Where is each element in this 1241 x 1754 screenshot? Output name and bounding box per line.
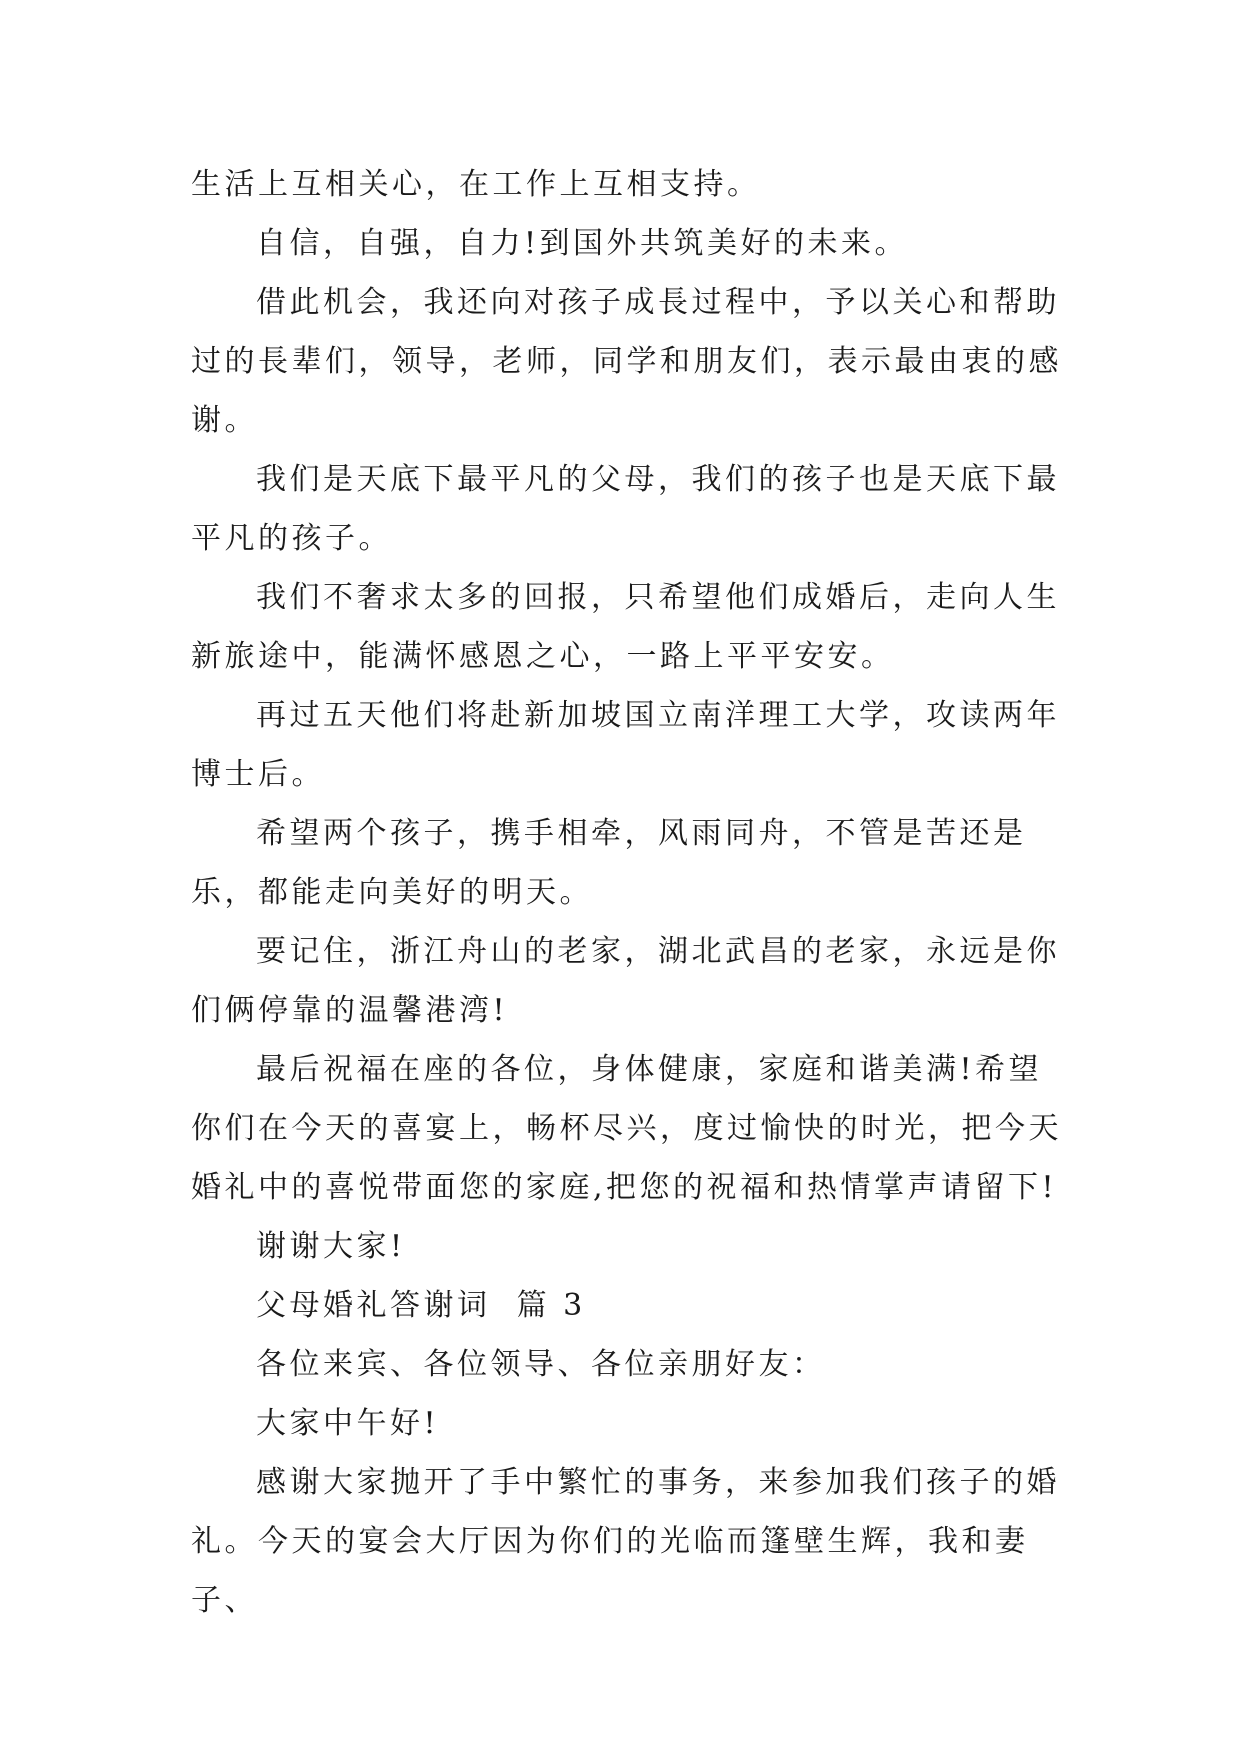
paragraph-3: 借此机会，我还向对孩子成長过程中，予以关心和帮助过的長辈们，领导，老师，同学和朋友们，表示最由衷的感谢。: [191, 285, 1062, 438]
paragraph-1: 生活上互相关心，在工作上互相支持。: [191, 167, 761, 202]
paragraph-6: 再过五天他们将赴新加坡国立南洋理工大学，攻读两年博士后。: [191, 698, 1060, 792]
paragraph-14: 感谢大家抛开了手中繁忙的事务，来参加我们孩子的婚礼。今天的宴会大厅因为你们的光临而篷壁生辉，我和妻子、: [191, 1465, 1060, 1618]
section-heading: 父母婚礼答谢词 篇 3: [256, 1288, 586, 1323]
paragraph-4: 我们是天底下最平凡的父母，我们的孩子也是天底下最平凡的孩子。: [191, 462, 1060, 556]
paragraph-8: 要记住，浙江舟山的老家，湖北武昌的老家，永远是你们俩停靠的温馨港湾!: [191, 934, 1060, 1028]
paragraph-12: 各位来宾、各位领导、各位亲朋好友：: [256, 1347, 826, 1382]
paragraph-10: 谢谢大家!: [256, 1229, 406, 1264]
paragraph-5: 我们不奢求太多的回报，只希望他们成婚后，走向人生新旅途中，能满怀感恩之心，一路上平平安安。: [191, 580, 1060, 674]
paragraph-13: 大家中午好!: [256, 1406, 440, 1441]
paragraph-9: 最后祝福在座的各位，身体健康，家庭和谐美满!希望你们在今天的喜宴上，畅杯尽兴，度过愉快的时光，把今天婚礼中的喜悦带面您的家庭,把您的祝福和热情掌声请留下!: [191, 1052, 1062, 1205]
document-body: [191, 155, 1063, 1630]
paragraph-2: 自信，自强，自力!到国外共筑美好的未来。: [256, 226, 909, 261]
paragraph-7: 希望两个孩子，携手相牵，风雨同舟，不管是苦还是乐，都能走向美好的明天。: [191, 816, 1027, 910]
